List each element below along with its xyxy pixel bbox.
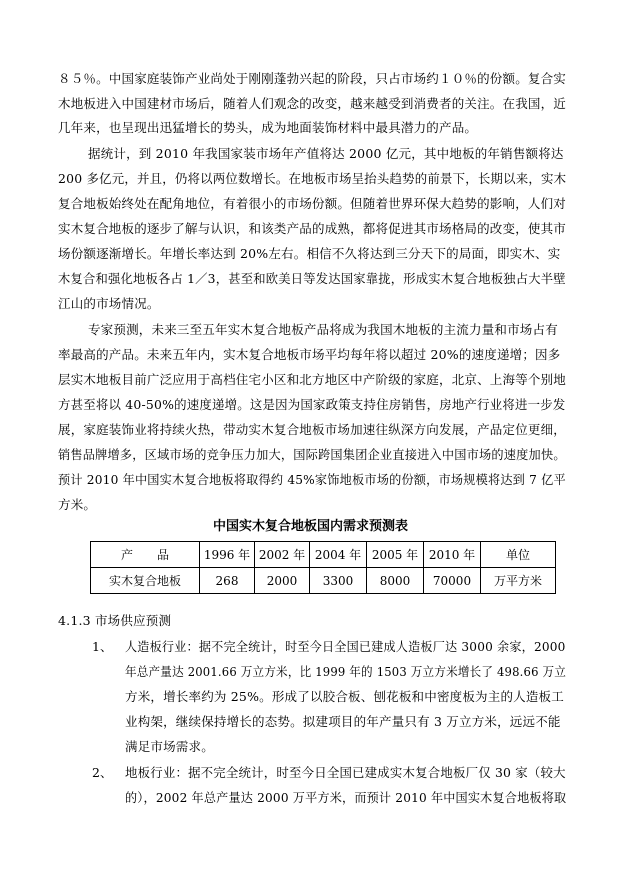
table-cell: 万平方米 (481, 568, 556, 594)
table-cell: 2000 (255, 568, 310, 594)
item2-line: 地板行业：据不完全统计，时至今日全国已建成实木复合地板厂仅 30 家（较大 (125, 765, 566, 780)
para2-line: 场份额逐渐增长。年增长率达到 20%左右。相信不久将达到三分天下的局面，即实木、实 (58, 246, 561, 261)
para2-line: 200 多亿元，并且，仍将以两位数增长。在地板市场呈抬头趋势的前景下，长期以来，实木 (58, 171, 567, 186)
para2-line: 复合地板始终处在配角地位，有着很小的市场份额。但随着世界环保大趋势的影响，人们对 (58, 196, 567, 211)
para3-line: 销售品牌增多，区域市场的竞争压力加大，国际跨国集团企业直接进入中国市场的速度加快。 (58, 447, 566, 462)
table-header-cell: 产 品 (91, 542, 200, 568)
table-row (91, 568, 556, 594)
para3-line: 方米。 (58, 497, 97, 512)
para3-line: 展，家庭装饰业将持续火热，带动实木复合地板市场加速往纵深方向发展，产品定位更细， (58, 422, 567, 437)
section-heading: 4.1.3 市场供应预测 (58, 613, 172, 628)
item2-line: 的），2002 年总产量达 2000 万平方米，而预计 2010 年中国实木复合地板将取 (125, 790, 567, 805)
table-header-cell: 2005 年 (367, 542, 424, 568)
para3-line: 专家预测，未来三至五年实木复合地板产品将成为我国木地板的主流力量和市场占有 (88, 322, 558, 337)
table-header-cell: 2004 年 (310, 542, 367, 568)
item1-line: 方米，增长率约为 25%。形成了以胶合板、刨花板和中密度板为主的人造板工 (125, 689, 564, 704)
para2-line: 江山的市场情况。 (58, 296, 160, 311)
item1-line: 业构架，继续保持增长的态势。拟建项目的年产量只有 3 万立方米，远远不能 (125, 714, 561, 729)
para3-line: 率最高的产品。未来五年内，实木复合地板市场平均每年将以超过 20%的速度递增；因多 (58, 347, 561, 362)
table-header-cell: 2002 年 (255, 542, 310, 568)
item1-line: 年总产量达 2001.66 万立方米，比 1999 年的 1503 万立方米增长了 498.66 万立 (125, 664, 567, 679)
para1-line: 木地板进入中国建材市场后，随着人们观念的改变，越来越受到消费者的关注。在我国，近 (58, 96, 567, 111)
para2-line: 据统计，到 2010 年我国家装市场年产值将达 2000 亿元，其中地板的年销售额将达 (88, 146, 564, 161)
table-cell: 70000 (424, 568, 481, 594)
item1-line: 满足市场需求。 (125, 739, 214, 754)
item-number: 1、 (92, 639, 113, 654)
para2-line: 实木复合地板的逐步了解与认识，和该类产品的成熟，都将促进其市场格局的改变，使其市 (58, 221, 567, 236)
table-cell: 实木复合地板 (91, 568, 200, 594)
table-cell: 8000 (367, 568, 424, 594)
table-title: 中国实木复合地板国内需求预测表 (212, 519, 408, 534)
para1-line: ８５％。中国家庭装饰产业尚处于刚刚蓬勃兴起的阶段，只占市场约１０％的份额。复合实 (58, 71, 567, 86)
item-number: 2、 (92, 765, 113, 780)
table-header-cell: 1996 年 (200, 542, 255, 568)
table-cell: 268 (200, 568, 255, 594)
para1-line: 几年来，也呈现出迅猛增长的势头，成为地面装饰材料中最具潜力的产品。 (58, 120, 478, 135)
para2-line: 木复合和强化地板各占 1／3，甚至和欧美日等发达国家靠拢，形成实木复合地板独占大半壁 (58, 271, 566, 286)
demand-forecast-table (90, 541, 556, 594)
para3-line: 方甚至将以 40-50%的速度递增。这是因为国家政策支持住房销售，房地产行业将进一步发 (58, 397, 566, 412)
table-header-row (91, 542, 556, 568)
item1-line: 人造板行业：据不完全统计，时至今日全国已建成人造板厂达 3000 余家，2000 (125, 639, 566, 654)
para3-line: 层实木地板目前广泛应用于高档住宅小区和北方地区中产阶级的家庭，北京、上海等个别地 (58, 372, 567, 387)
table-header-cell: 单位 (481, 542, 556, 568)
table-cell: 3300 (310, 568, 367, 594)
table-header-cell: 2010 年 (424, 542, 481, 568)
para3-line: 预计 2010 年中国实木复合地板将取得约 45%家饰地板市场的份额，市场规模将达到 7 亿平 (58, 472, 566, 487)
